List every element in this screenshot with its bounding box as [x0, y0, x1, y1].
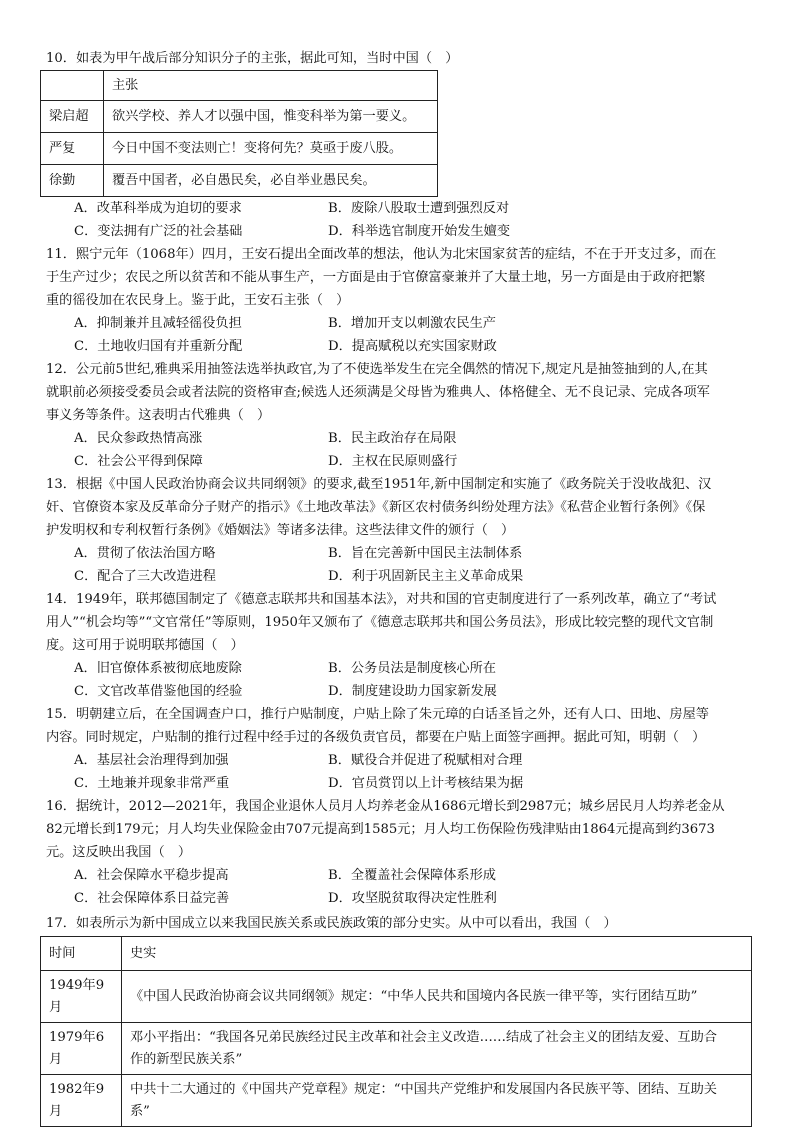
option-c[interactable]: C．文官改革借鉴他国的经验 — [74, 684, 243, 699]
option-d[interactable]: D．提高赋税以充实国家财政 — [328, 339, 497, 354]
option-c[interactable]: C．社会保障体系日益完善 — [74, 891, 230, 906]
table-row — [41, 1075, 752, 1127]
option-d[interactable]: D．主权在民原则盛行 — [328, 454, 458, 469]
option-c[interactable]: C．社会公平得到保障 — [74, 454, 203, 469]
q16-stem — [46, 795, 758, 864]
option-c[interactable]: C．土地兼并现象非常严重 — [74, 776, 230, 791]
table-header-row — [41, 71, 438, 101]
q12-options — [74, 427, 754, 473]
option-d[interactable]: D．制度建设助力国家新发展 — [328, 684, 497, 699]
time-line: 月 — [49, 999, 63, 1015]
option-b[interactable]: B．旨在完善新中国民主法制体系 — [328, 546, 523, 561]
time-line: 1982年9 — [49, 1081, 105, 1097]
table-header-cell: 主张 — [104, 71, 438, 101]
table-row — [41, 165, 438, 197]
option-a[interactable]: A．抑制兼并且减轻徭役负担 — [74, 316, 242, 331]
stem-line: 就职前必须接受委员会或者法院的资格审查;候选人还须满是父母皆为雅典人、体格健全、无不良记录、完成各项军 — [46, 385, 710, 400]
option-b[interactable]: B．民主政治存在局限 — [328, 431, 457, 446]
q10-options — [74, 197, 754, 243]
table-cell-claim: 覆吾中国者，必自愚民矣，必自举业愚民矣。 — [104, 165, 438, 197]
option-a[interactable]: A．基层社会治理得到加强 — [74, 753, 229, 768]
table-cell-fact — [122, 971, 752, 1023]
fact-line: 邓小平指出：“我国各兄弟民族经过民主改革和社会主义改造……结成了社会主义的团结友爱、互助合 — [130, 1029, 717, 1045]
table-row — [41, 101, 438, 133]
stem-line: 度。这可用于说明联邦德国（ ） — [46, 638, 244, 653]
table-cell-name: 严复 — [41, 133, 104, 165]
option-a[interactable]: A．社会保障水平稳步提高 — [74, 868, 229, 883]
table-header-row — [41, 937, 752, 971]
option-a[interactable]: A．贯彻了依法治国方略 — [74, 546, 216, 561]
stem-line: 82元增长到179元；月人均失业保险金由707元提高到1585元；月人均工伤保险伤残津贴由1864元提高到约3673 — [46, 822, 715, 837]
stem-line: 11．熙宁元年（1068年）四月，王安石提出全面改革的想法，他认为北宋国家贫苦的症结，不在于开支过多，而在 — [46, 247, 717, 262]
table-cell-name: 徐勤 — [41, 165, 104, 197]
stem-line: 13．根据《中国人民政治协商会议共同纲领》的要求,截至1951年,新中国制定和实施了《政务院关于没收战犯、汉 — [46, 477, 712, 492]
fact-line: 中共十二大通过的《中国共产党章程》规定：“中国共产党维护和发展国内各民族平等、团结、互助关 — [130, 1081, 717, 1097]
table-cell-time — [41, 971, 122, 1023]
q17-stem: 17．如表所示为新中国成立以来我国民族关系或民族政策的部分史实。从中可以看出，我国（ ） — [46, 916, 617, 931]
table-header-cell: 时间 — [41, 937, 122, 971]
option-b[interactable]: B．全覆盖社会保障体系形成 — [328, 868, 496, 883]
table-cell-claim: 欲兴学校、养人才以强中国，惟变科举为第一要义。 — [104, 101, 438, 133]
option-b[interactable]: B．增加开支以刺激农民生产 — [328, 316, 496, 331]
stem-line: 12．公元前5世纪,雅典采用抽签法选举执政官,为了不使选举发生在完全偶然的情况下,规定凡是抽签抽到的人,在其 — [46, 362, 708, 377]
q17-table — [40, 936, 752, 1127]
time-line: 月 — [49, 1103, 63, 1119]
fact-line: 作的新型民族关系” — [130, 1051, 243, 1067]
option-c[interactable]: C．配合了三大改造进程 — [74, 569, 216, 584]
q10-table — [40, 70, 438, 197]
option-d[interactable]: D．利于巩固新民主主义革命成果 — [328, 569, 524, 584]
q16-options — [74, 864, 754, 910]
stem-line: 用人”“机会均等”“文官常任”等原则，1950年又颁布了《德意志联邦共和国公务员法》，形成比较完整的现代文官制 — [46, 615, 714, 630]
stem-line: 重的徭役加在农民身上。鉴于此，王安石主张（ ） — [46, 293, 350, 308]
q13-stem — [46, 473, 758, 542]
option-a[interactable]: A．民众参政热情高涨 — [74, 431, 203, 446]
stem-line: 15．明朝建立后，在全国调查户口，推行户贴制度，户贴上除了朱元璋的白话圣旨之外，还有人口、田地、房屋等 — [46, 707, 709, 722]
option-b[interactable]: B．公务员法是制度核心所在 — [328, 661, 496, 676]
stem-line: 事义务等条件。这表明古代雅典（ ） — [46, 408, 271, 423]
stem-line: 护发明权和专利权暂行条例》《婚姻法》等诸多法律。这些法律文件的颁行（ ） — [46, 523, 515, 538]
stem-line: 14．1949年，联邦德国制定了《德意志联邦共和国基本法》，对共和国的官吏制度进行了一系列改革，确立了“考试 — [46, 592, 717, 607]
option-a[interactable]: A．改革科举成为迫切的要求 — [74, 201, 242, 216]
table-header-cell — [41, 71, 104, 101]
stem-line: 16．据统计，2012—2021年，我国企业退休人员月人均养老金从1686元增长到2987元；城乡居民月人均养老金从 — [46, 799, 725, 814]
table-cell-fact — [122, 1075, 752, 1127]
option-a[interactable]: A．旧官僚体系被彻底地废除 — [74, 661, 242, 676]
table-header-cell: 史实 — [122, 937, 752, 971]
table-cell-time — [41, 1075, 122, 1127]
option-d[interactable]: D．官员赏罚以上计考核结果为据 — [328, 776, 524, 791]
option-b[interactable]: B．赋役合并促进了税赋相对合理 — [328, 753, 523, 768]
option-d[interactable]: D．攻坚脱贫取得决定性胜利 — [328, 891, 497, 906]
table-cell-fact — [122, 1023, 752, 1075]
q12-stem — [46, 358, 758, 427]
stem-line: 元。这反映出我国（ ） — [46, 845, 192, 860]
fact-line: 《中国人民政治协商会议共同纲领》规定：“中华人民共和国境内各民族一律平等，实行团结互助” — [130, 988, 698, 1004]
option-d[interactable]: D．科举选官制度开始发生嬗变 — [328, 224, 511, 239]
table-row — [41, 971, 752, 1023]
table-cell-name: 梁启超 — [41, 101, 104, 133]
stem-line: 于生产过少；农民之所以贫苦和不能从事生产，一方面是由于官僚富豪兼并了大量土地，另一方面是由于政府把繁 — [46, 270, 706, 285]
stem-line: 内容。同时规定，户贴制的推行过程中经手过的各级负责官员，都要在户贴上面签字画押。据此可知，明朝（ ） — [46, 730, 706, 745]
table-cell-time — [41, 1023, 122, 1075]
stem-line: 奸、官僚资本家及反革命分子财产的指示》《土地改革法》《新区农村债务纠纷处理方法》《私营企业暂行条例》《保 — [46, 500, 706, 515]
fact-line: 系” — [130, 1103, 150, 1119]
q13-options — [74, 542, 754, 588]
time-line: 月 — [49, 1051, 63, 1067]
table-row — [41, 133, 438, 165]
option-b[interactable]: B．废除八股取士遭到强烈反对 — [328, 201, 510, 216]
q11-options — [74, 312, 754, 358]
option-c[interactable]: C．变法拥有广泛的社会基础 — [74, 224, 243, 239]
table-row — [41, 1023, 752, 1075]
q15-options — [74, 749, 754, 795]
q14-stem — [46, 588, 758, 657]
q10-stem: 10．如表为甲午战后部分知识分子的主张，据此可知，当时中国（ ） — [46, 51, 459, 66]
time-line: 1979年6 — [49, 1029, 105, 1045]
time-line: 1949年9 — [49, 977, 105, 993]
q11-stem — [46, 243, 758, 312]
table-cell-claim: 今日中国不变法则亡！变将何先？莫亟于废八股。 — [104, 133, 438, 165]
q15-stem — [46, 703, 758, 749]
q14-options — [74, 657, 754, 703]
option-c[interactable]: C．土地收归国有并重新分配 — [74, 339, 243, 354]
